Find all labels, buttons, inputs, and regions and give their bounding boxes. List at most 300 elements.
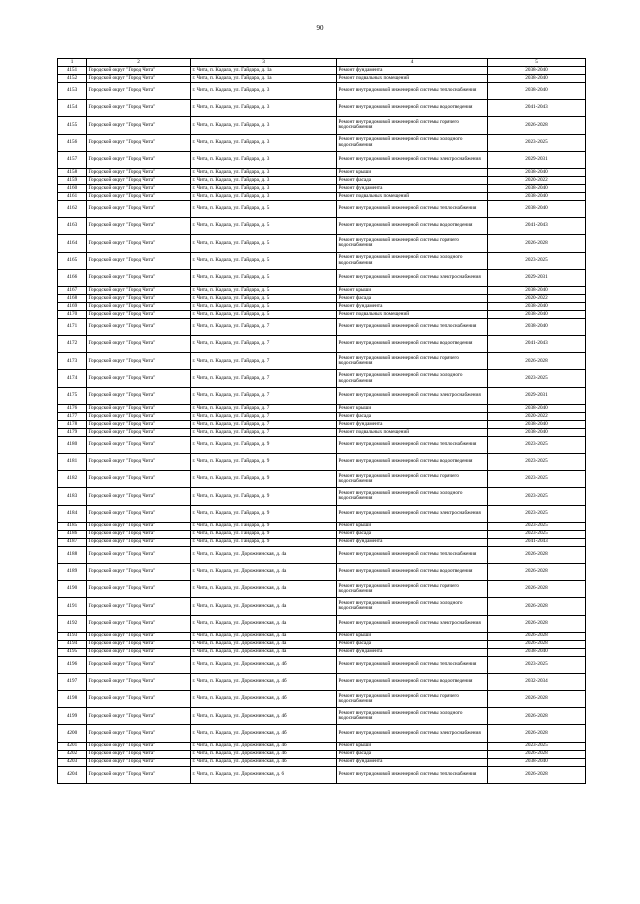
- address-cell: г. Чита, п. Кадала, ул. Гайдара, д. 5: [191, 269, 337, 286]
- header-cell: 2: [87, 59, 191, 67]
- work-type-cell: Ремонт внутридомовой инженерной системы теплоснабжения: [337, 546, 488, 563]
- work-type-cell: Ремонт фундамента: [337, 648, 488, 656]
- address-cell: г. Чита, п. Кадала, ул. Гайдара, д. 3: [191, 117, 337, 134]
- table-row: [58, 725, 586, 742]
- period-cell: 2023-2025: [488, 530, 586, 538]
- municipality-cell: Городской округ "Город Чита": [87, 134, 191, 151]
- municipality-cell: Городской округ "Город Чита": [87, 117, 191, 134]
- address-cell: г. Чита, п. Кадала, ул. Дорожнинская, д. 4б: [191, 758, 337, 766]
- address-cell: г. Чита, п. Кадала, ул. Гайдара, д. 9: [191, 522, 337, 530]
- address-cell: г. Чита, п. Кадала, ул. Дорожнинская, д. 4б: [191, 742, 337, 750]
- address-cell: г. Чита, п. Кадала, ул. Гайдара, д. 9: [191, 436, 337, 453]
- address-cell: г. Чита, п. Кадала, ул. Гайдара, д. 3: [191, 134, 337, 151]
- table-row: [58, 235, 586, 252]
- municipality-cell: Городской округ "Город Чита": [87, 336, 191, 353]
- municipality-cell: Городской округ "Город Чита": [87, 67, 191, 75]
- municipality-cell: Городской округ "Город Чита": [87, 673, 191, 690]
- municipality-cell: Городской округ "Город Чита": [87, 766, 191, 783]
- work-type-cell: Ремонт внутридомовой инженерной системы водоотведения: [337, 563, 488, 580]
- row-number-cell: 4159: [58, 176, 87, 184]
- period-cell: 2038-2040: [488, 428, 586, 436]
- municipality-cell: Городской округ "Город Чита": [87, 302, 191, 310]
- period-cell: 2038-2040: [488, 420, 586, 428]
- period-cell: 2023-2025: [488, 134, 586, 151]
- period-cell: 2041-2043: [488, 100, 586, 117]
- row-number-cell: 4199: [58, 708, 87, 725]
- period-cell: 2026-2028: [488, 632, 586, 640]
- row-number-cell: 4152: [58, 75, 87, 83]
- row-number-cell: 4189: [58, 563, 87, 580]
- work-type-cell: Ремонт фасада: [337, 640, 488, 648]
- page-number: 90: [316, 24, 324, 32]
- row-number-cell: 4171: [58, 318, 87, 335]
- work-type-cell: Ремонт внутридомовой инженерной системы электроснабжения: [337, 151, 488, 168]
- municipality-cell: Городской округ "Город Чита": [87, 505, 191, 522]
- period-cell: 2020-2022: [488, 176, 586, 184]
- work-type-cell: Ремонт фасада: [337, 530, 488, 538]
- municipality-cell: Городской округ "Город Чита": [87, 235, 191, 252]
- work-type-cell: Ремонт внутридомовой инженерной системы горячего водоснабжения: [337, 117, 488, 134]
- municipality-cell: Городской округ "Город Чита": [87, 648, 191, 656]
- row-number-cell: 4173: [58, 353, 87, 370]
- address-cell: г. Чита, п. Кадала, ул. Гайдара, д. 1а: [191, 75, 337, 83]
- period-cell: 2038-2040: [488, 302, 586, 310]
- table-row: [58, 428, 586, 436]
- table-row: [58, 505, 586, 522]
- row-number-cell: 4155: [58, 117, 87, 134]
- municipality-cell: Городской округ "Город Чита": [87, 318, 191, 335]
- municipality-cell: Городской округ "Город Чита": [87, 151, 191, 168]
- municipality-cell: Городской округ "Город Чита": [87, 615, 191, 632]
- work-type-cell: Ремонт внутридомовой инженерной системы холодного водоснабжения: [337, 488, 488, 505]
- header-cell: 1: [58, 59, 87, 67]
- row-number-cell: 4200: [58, 725, 87, 742]
- work-type-cell: Ремонт внутридомовой инженерной системы холодного водоснабжения: [337, 598, 488, 615]
- table-row: [58, 318, 586, 335]
- period-cell: 2026-2028: [488, 235, 586, 252]
- row-number-cell: 4201: [58, 742, 87, 750]
- work-type-cell: Ремонт внутридомовой инженерной системы теплоснабжения: [337, 318, 488, 335]
- period-cell: 2023-2025: [488, 454, 586, 471]
- period-cell: 2020-2022: [488, 294, 586, 302]
- work-type-cell: Ремонт внутридомовой инженерной системы водоотведения: [337, 218, 488, 235]
- table-row: [58, 100, 586, 117]
- work-type-cell: Ремонт подвальных помещений: [337, 192, 488, 200]
- period-cell: 2038-2040: [488, 184, 586, 192]
- work-type-cell: Ремонт крыши: [337, 522, 488, 530]
- table-row: [58, 192, 586, 200]
- period-cell: 2026-2028: [488, 750, 586, 758]
- address-cell: г. Чита, п. Кадала, ул. Гайдара, д. 9: [191, 471, 337, 488]
- table-body: [58, 59, 586, 784]
- work-type-cell: Ремонт фундамента: [337, 420, 488, 428]
- work-type-cell: Ремонт крыши: [337, 632, 488, 640]
- table-row: [58, 471, 586, 488]
- work-type-cell: Ремонт внутридомовой инженерной системы горячего водоснабжения: [337, 235, 488, 252]
- address-cell: г. Чита, п. Кадала, ул. Дорожнинская, д. 4б: [191, 708, 337, 725]
- work-type-cell: Ремонт фасада: [337, 412, 488, 420]
- address-cell: г. Чита, п. Кадала, ул. Гайдара, д. 9: [191, 530, 337, 538]
- work-type-cell: Ремонт внутридомовой инженерной системы водоотведения: [337, 673, 488, 690]
- table-row: [58, 294, 586, 302]
- municipality-cell: Городской округ "Город Чита": [87, 708, 191, 725]
- address-cell: г. Чита, п. Кадала, ул. Дорожнинская, д. 4а: [191, 648, 337, 656]
- table-row: [58, 691, 586, 708]
- table-row: [58, 336, 586, 353]
- table-row: [58, 758, 586, 766]
- period-cell: 2023-2025: [488, 488, 586, 505]
- municipality-cell: Городской округ "Город Чита": [87, 387, 191, 404]
- municipality-cell: Городской округ "Город Чита": [87, 218, 191, 235]
- table-row: [58, 538, 586, 546]
- address-cell: г. Чита, п. Кадала, ул. Гайдара, д. 7: [191, 420, 337, 428]
- municipality-cell: Городской округ "Город Чита": [87, 370, 191, 387]
- municipality-cell: Городской округ "Город Чита": [87, 75, 191, 83]
- row-number-cell: 4185: [58, 522, 87, 530]
- row-number-cell: 4154: [58, 100, 87, 117]
- work-type-cell: Ремонт подвальных помещений: [337, 310, 488, 318]
- table-row: [58, 581, 586, 598]
- row-number-cell: 4165: [58, 252, 87, 269]
- work-type-cell: Ремонт внутридомовой инженерной системы теплоснабжения: [337, 766, 488, 783]
- row-number-cell: 4156: [58, 134, 87, 151]
- row-number-cell: 4188: [58, 546, 87, 563]
- work-type-cell: Ремонт фундамента: [337, 758, 488, 766]
- table-row: [58, 488, 586, 505]
- period-cell: 2026-2028: [488, 640, 586, 648]
- address-cell: г. Чита, п. Кадала, ул. Гайдара, д. 3: [191, 176, 337, 184]
- table-row: [58, 184, 586, 192]
- municipality-cell: Городской округ "Город Чита": [87, 436, 191, 453]
- period-cell: 2026-2028: [488, 581, 586, 598]
- row-number-cell: 4196: [58, 656, 87, 673]
- work-type-cell: Ремонт внутридомовой инженерной системы горячего водоснабжения: [337, 353, 488, 370]
- period-cell: 2020-2022: [488, 412, 586, 420]
- address-cell: г. Чита, п. Кадала, ул. Гайдара, д. 3: [191, 168, 337, 176]
- address-cell: г. Чита, п. Кадала, ул. Дорожнинская, д. 4а: [191, 615, 337, 632]
- row-number-cell: 4192: [58, 615, 87, 632]
- row-number-cell: 4195: [58, 648, 87, 656]
- row-number-cell: 4182: [58, 471, 87, 488]
- period-cell: 2038-2040: [488, 75, 586, 83]
- row-number-cell: 4167: [58, 286, 87, 294]
- municipality-cell: Городской округ "Город Чита": [87, 640, 191, 648]
- table-row: [58, 67, 586, 75]
- period-cell: 2041-2043: [488, 538, 586, 546]
- period-cell: 2038-2040: [488, 200, 586, 217]
- address-cell: г. Чита, п. Кадала, ул. Гайдара, д. 3: [191, 151, 337, 168]
- address-cell: г. Чита, п. Кадала, ул. Дорожнинская, д. 4а: [191, 546, 337, 563]
- period-cell: 2026-2028: [488, 546, 586, 563]
- address-cell: г. Чита, п. Кадала, ул. Гайдара, д. 5: [191, 286, 337, 294]
- municipality-cell: Городской округ "Город Чита": [87, 428, 191, 436]
- table-row: [58, 353, 586, 370]
- address-cell: г. Чита, п. Кадала, ул. Гайдара, д. 7: [191, 318, 337, 335]
- table-row: [58, 117, 586, 134]
- work-type-cell: Ремонт внутридомовой инженерной системы теплоснабжения: [337, 83, 488, 100]
- row-number-cell: 4172: [58, 336, 87, 353]
- address-cell: г. Чита, п. Кадала, ул. Дорожнинская, д. 4а: [191, 632, 337, 640]
- work-type-cell: Ремонт подвальных помещений: [337, 75, 488, 83]
- address-cell: г. Чита, п. Кадала, ул. Гайдара, д. 3: [191, 100, 337, 117]
- period-cell: 2026-2028: [488, 598, 586, 615]
- municipality-cell: Городской округ "Город Чита": [87, 269, 191, 286]
- period-cell: 2038-2040: [488, 318, 586, 335]
- row-number-cell: 4175: [58, 387, 87, 404]
- row-number-cell: 4151: [58, 67, 87, 75]
- address-cell: г. Чита, п. Кадала, ул. Гайдара, д. 3: [191, 192, 337, 200]
- row-number-cell: 4168: [58, 294, 87, 302]
- work-type-cell: Ремонт фасада: [337, 750, 488, 758]
- row-number-cell: 4164: [58, 235, 87, 252]
- period-cell: 2023-2025: [488, 436, 586, 453]
- row-number-cell: 4191: [58, 598, 87, 615]
- work-type-cell: Ремонт внутридомовой инженерной системы теплоснабжения: [337, 436, 488, 453]
- period-cell: 2026-2028: [488, 615, 586, 632]
- work-type-cell: Ремонт внутридомовой инженерной системы электроснабжения: [337, 387, 488, 404]
- period-cell: 2038-2040: [488, 67, 586, 75]
- work-type-cell: Ремонт внутридомовой инженерной системы электроснабжения: [337, 725, 488, 742]
- work-type-cell: Ремонт внутридомовой инженерной системы водоотведения: [337, 336, 488, 353]
- address-cell: г. Чита, п. Кадала, ул. Дорожнинская, д. 4б: [191, 656, 337, 673]
- address-cell: г. Чита, п. Кадала, ул. Гайдара, д. 5: [191, 200, 337, 217]
- period-cell: 2023-2025: [488, 522, 586, 530]
- municipality-cell: Городской округ "Город Чита": [87, 100, 191, 117]
- address-cell: г. Чита, п. Кадала, ул. Гайдара, д. 5: [191, 252, 337, 269]
- address-cell: г. Чита, п. Кадала, ул. Гайдара, д. 9: [191, 488, 337, 505]
- row-number-cell: 4163: [58, 218, 87, 235]
- row-number-cell: 4190: [58, 581, 87, 598]
- table-row: [58, 151, 586, 168]
- header-cell: 3: [191, 59, 337, 67]
- table-row: [58, 83, 586, 100]
- row-number-cell: 4153: [58, 83, 87, 100]
- row-number-cell: 4166: [58, 269, 87, 286]
- period-cell: 2026-2028: [488, 691, 586, 708]
- period-cell: 2029-2031: [488, 151, 586, 168]
- period-cell: 2041-2043: [488, 218, 586, 235]
- period-cell: 2029-2031: [488, 269, 586, 286]
- municipality-cell: Городской округ "Город Чита": [87, 488, 191, 505]
- address-cell: г. Чита, п. Кадала, ул. Дорожнинская, д. 4б: [191, 750, 337, 758]
- period-cell: 2038-2040: [488, 192, 586, 200]
- period-cell: 2038-2040: [488, 168, 586, 176]
- address-cell: г. Чита, п. Кадала, ул. Гайдара, д. 7: [191, 353, 337, 370]
- table-row: [58, 134, 586, 151]
- municipality-cell: Городской округ "Город Чита": [87, 420, 191, 428]
- row-number-cell: 4174: [58, 370, 87, 387]
- municipality-cell: Городской округ "Город Чита": [87, 538, 191, 546]
- row-number-cell: 4187: [58, 538, 87, 546]
- address-cell: г. Чита, п. Кадала, ул. Дорожнинская, д. 4б: [191, 725, 337, 742]
- municipality-cell: Городской округ "Город Чита": [87, 83, 191, 100]
- table-row: [58, 75, 586, 83]
- period-cell: 2041-2043: [488, 336, 586, 353]
- table-header-row: [58, 59, 586, 67]
- municipality-cell: Городской округ "Город Чита": [87, 758, 191, 766]
- municipality-cell: Городской округ "Город Чита": [87, 581, 191, 598]
- municipality-cell: Городской округ "Город Чита": [87, 522, 191, 530]
- work-type-cell: Ремонт фундамента: [337, 302, 488, 310]
- period-cell: 2038-2040: [488, 83, 586, 100]
- table-row: [58, 218, 586, 235]
- row-number-cell: 4193: [58, 632, 87, 640]
- period-cell: 2032-2034: [488, 673, 586, 690]
- municipality-cell: Городской округ "Город Чита": [87, 294, 191, 302]
- row-number-cell: 4157: [58, 151, 87, 168]
- municipality-cell: Городской округ "Город Чита": [87, 725, 191, 742]
- municipality-cell: Городской округ "Город Чита": [87, 530, 191, 538]
- table-row: [58, 708, 586, 725]
- table-row: [58, 522, 586, 530]
- address-cell: г. Чита, п. Кадала, ул. Дорожнинская, д. 4а: [191, 640, 337, 648]
- municipality-cell: Городской округ "Город Чита": [87, 176, 191, 184]
- work-type-cell: Ремонт внутридомовой инженерной системы горячего водоснабжения: [337, 691, 488, 708]
- municipality-cell: Городской округ "Город Чита": [87, 598, 191, 615]
- row-number-cell: 4169: [58, 302, 87, 310]
- row-number-cell: 4176: [58, 404, 87, 412]
- work-type-cell: Ремонт фасада: [337, 294, 488, 302]
- table-row: [58, 656, 586, 673]
- row-number-cell: 4178: [58, 420, 87, 428]
- row-number-cell: 4179: [58, 428, 87, 436]
- municipality-cell: Городской округ "Город Чита": [87, 404, 191, 412]
- address-cell: г. Чита, п. Кадала, ул. Дорожнинская, д. 4б: [191, 691, 337, 708]
- work-type-cell: Ремонт внутридомовой инженерной системы водоотведения: [337, 100, 488, 117]
- header-cell: 4: [337, 59, 488, 67]
- row-number-cell: 4198: [58, 691, 87, 708]
- work-type-cell: Ремонт внутридомовой инженерной системы горячего водоснабжения: [337, 471, 488, 488]
- row-number-cell: 4181: [58, 454, 87, 471]
- address-cell: г. Чита, п. Кадала, ул. Гайдара, д. 7: [191, 336, 337, 353]
- municipality-cell: Городской округ "Город Чита": [87, 192, 191, 200]
- table-row: [58, 404, 586, 412]
- address-cell: г. Чита, п. Кадала, ул. Гайдара, д. 7: [191, 428, 337, 436]
- address-cell: г. Чита, п. Кадала, ул. Гайдара, д. 7: [191, 387, 337, 404]
- row-number-cell: 4160: [58, 184, 87, 192]
- work-type-cell: Ремонт крыши: [337, 286, 488, 294]
- municipality-cell: Городской округ "Город Чита": [87, 353, 191, 370]
- table-row: [58, 286, 586, 294]
- municipality-cell: Городской округ "Город Чита": [87, 184, 191, 192]
- municipality-cell: Городской округ "Город Чита": [87, 691, 191, 708]
- work-type-cell: Ремонт внутридомовой инженерной системы теплоснабжения: [337, 200, 488, 217]
- address-cell: г. Чита, п. Кадала, ул. Дорожнинская, д. 4б: [191, 673, 337, 690]
- table-row: [58, 310, 586, 318]
- table-row: [58, 615, 586, 632]
- table-row: [58, 598, 586, 615]
- period-cell: 2038-2040: [488, 758, 586, 766]
- table-row: [58, 673, 586, 690]
- table-row: [58, 420, 586, 428]
- table-row: [58, 200, 586, 217]
- municipality-cell: Городской округ "Город Чита": [87, 286, 191, 294]
- table-row: [58, 252, 586, 269]
- period-cell: 2023-2025: [488, 742, 586, 750]
- work-type-cell: Ремонт внутридомовой инженерной системы электроснабжения: [337, 269, 488, 286]
- address-cell: г. Чита, п. Кадала, ул. Дорожнинская, д. 4а: [191, 563, 337, 580]
- row-number-cell: 4194: [58, 640, 87, 648]
- work-type-cell: Ремонт внутридомовой инженерной системы горячего водоснабжения: [337, 581, 488, 598]
- row-number-cell: 4203: [58, 758, 87, 766]
- municipality-cell: Городской округ "Город Чита": [87, 200, 191, 217]
- municipality-cell: Городской округ "Город Чита": [87, 252, 191, 269]
- row-number-cell: 4183: [58, 488, 87, 505]
- address-cell: г. Чита, п. Кадала, ул. Гайдара, д. 5: [191, 294, 337, 302]
- period-cell: 2026-2028: [488, 708, 586, 725]
- address-cell: г. Чита, п. Кадала, ул. Гайдара, д. 3: [191, 83, 337, 100]
- work-type-cell: Ремонт внутридомовой инженерной системы электроснабжения: [337, 615, 488, 632]
- address-cell: г. Чита, п. Кадала, ул. Гайдара, д. 7: [191, 404, 337, 412]
- period-cell: 2038-2040: [488, 404, 586, 412]
- municipality-cell: Городской округ "Город Чита": [87, 750, 191, 758]
- period-cell: 2023-2025: [488, 505, 586, 522]
- address-cell: г. Чита, п. Кадала, ул. Дорожнинская, д. 6: [191, 766, 337, 783]
- period-cell: 2026-2028: [488, 353, 586, 370]
- table-row: [58, 640, 586, 648]
- repair-schedule-table: [57, 58, 586, 784]
- work-type-cell: Ремонт фундамента: [337, 67, 488, 75]
- period-cell: 2038-2040: [488, 286, 586, 294]
- address-cell: г. Чита, п. Кадала, ул. Гайдара, д. 9: [191, 538, 337, 546]
- table-row: [58, 168, 586, 176]
- row-number-cell: 4158: [58, 168, 87, 176]
- table-row: [58, 387, 586, 404]
- period-cell: 2029-2031: [488, 387, 586, 404]
- work-type-cell: Ремонт крыши: [337, 168, 488, 176]
- period-cell: 2023-2025: [488, 370, 586, 387]
- table-row: [58, 632, 586, 640]
- table-row: [58, 176, 586, 184]
- work-type-cell: Ремонт крыши: [337, 742, 488, 750]
- period-cell: 2026-2028: [488, 766, 586, 783]
- table-row: [58, 302, 586, 310]
- period-cell: 2026-2028: [488, 725, 586, 742]
- address-cell: г. Чита, п. Кадала, ул. Дорожнинская, д. 4а: [191, 598, 337, 615]
- work-type-cell: Ремонт внутридомовой инженерной системы теплоснабжения: [337, 656, 488, 673]
- table-row: [58, 563, 586, 580]
- period-cell: 2038-2040: [488, 648, 586, 656]
- work-type-cell: Ремонт подвальных помещений: [337, 428, 488, 436]
- row-number-cell: 4170: [58, 310, 87, 318]
- municipality-cell: Городской округ "Город Чита": [87, 412, 191, 420]
- municipality-cell: Городской округ "Город Чита": [87, 454, 191, 471]
- period-cell: 2026-2028: [488, 563, 586, 580]
- row-number-cell: 4197: [58, 673, 87, 690]
- period-cell: 2023-2025: [488, 471, 586, 488]
- table-row: [58, 530, 586, 538]
- period-cell: 2026-2028: [488, 117, 586, 134]
- municipality-cell: Городской округ "Город Чита": [87, 656, 191, 673]
- work-type-cell: Ремонт крыши: [337, 404, 488, 412]
- work-type-cell: Ремонт фундамента: [337, 184, 488, 192]
- address-cell: г. Чита, п. Кадала, ул. Гайдара, д. 1а: [191, 67, 337, 75]
- municipality-cell: Городской округ "Город Чита": [87, 168, 191, 176]
- address-cell: г. Чита, п. Кадала, ул. Гайдара, д. 9: [191, 454, 337, 471]
- address-cell: г. Чита, п. Кадала, ул. Гайдара, д. 5: [191, 235, 337, 252]
- address-cell: г. Чита, п. Кадала, ул. Гайдара, д. 7: [191, 412, 337, 420]
- municipality-cell: Городской округ "Город Чита": [87, 546, 191, 563]
- municipality-cell: Городской округ "Город Чита": [87, 632, 191, 640]
- work-type-cell: Ремонт внутридомовой инженерной системы холодного водоснабжения: [337, 370, 488, 387]
- work-type-cell: Ремонт внутридомовой инженерной системы холодного водоснабжения: [337, 252, 488, 269]
- table-row: [58, 454, 586, 471]
- row-number-cell: 4180: [58, 436, 87, 453]
- row-number-cell: 4161: [58, 192, 87, 200]
- table-row: [58, 269, 586, 286]
- address-cell: г. Чита, п. Кадала, ул. Гайдара, д. 7: [191, 370, 337, 387]
- row-number-cell: 4177: [58, 412, 87, 420]
